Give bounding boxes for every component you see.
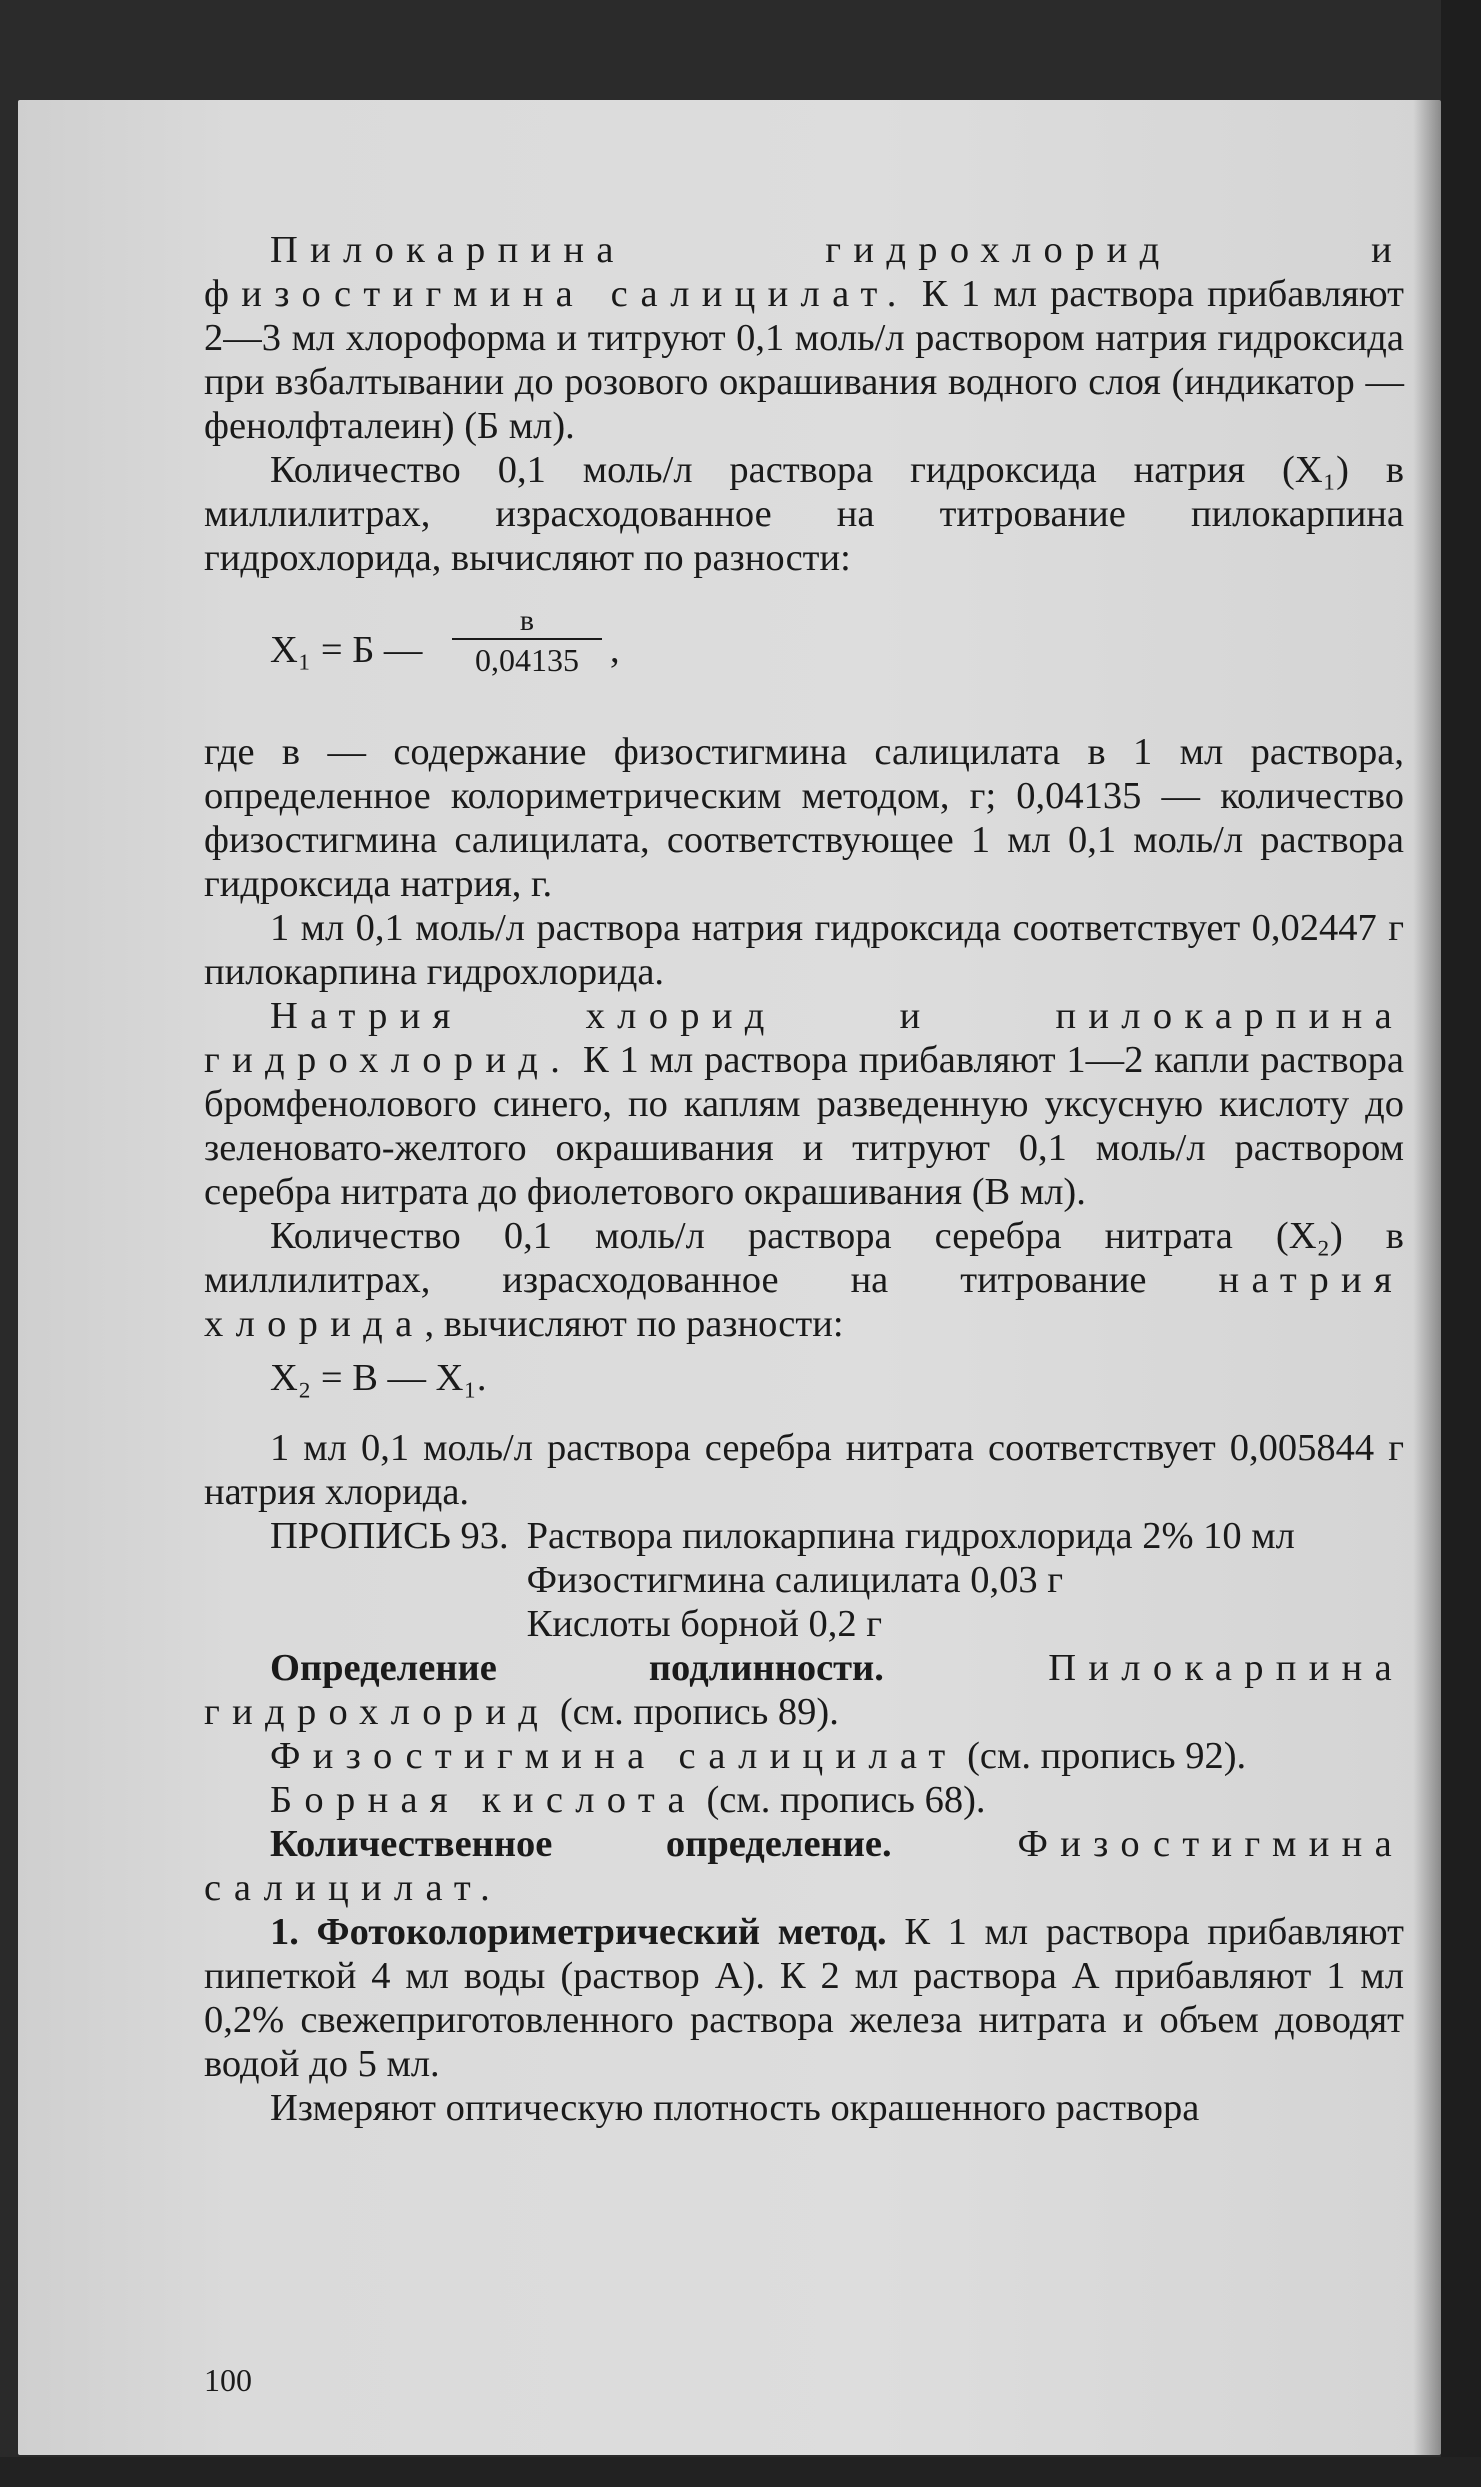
formula-x1: X₁ = Б — в 0,04135 , <box>270 604 620 678</box>
paragraph-physostigmine-ref: Физостигмина салицилат (см. пропись 92). <box>270 1735 1247 1777</box>
paragraph-boric-acid-ref: Борная кислота (см. пропись 68). <box>270 1779 986 1821</box>
paragraph-assay: Количественное определение. Физостигмина салицилат. <box>204 1823 1404 1909</box>
paragraph-equivalent-nacl: 1 мл 0,1 моль/л раствора серебра нитрата соответствует 0,005844 г натрия хлорида. <box>204 1427 1404 1513</box>
paragraph-pilocarpine-physostigmine: Пилокарпина гидрохлорид и физостигмина салицилат. К 1 мл раствора прибавляют 2—3 мл хлороформа и титруют 0,1 моль/л раствором натрия гидроксида при взбалтывании до розового окрашивания водного слоя (индикатор — фенолфталеин) (Б мл). <box>204 229 1404 447</box>
paragraph-identification: Определение подлинности. Пилокарпина гидрохлорид (см. пропись 89). <box>204 1647 1404 1733</box>
paragraph-nacl-pilocarpine: Натрия хлорид и пилокарпина гидрохлорид. К 1 мл раствора прибавляют 1—2 капли раствора бромфенолового синего, по каплям разведенную уксусную кислоту до зеленовато-желтого окрашивания и титруют 0,1 моль/л раствором серебра нитрата до фиолетового окрашивания (В мл). <box>204 995 1404 1213</box>
recipe-item: Физостигмина салицилата 0,03 г <box>526 1559 1064 1601</box>
paragraph-photocolorimetric: 1. Фотоколориметрический метод. К 1 мл раствора прибавляют пипеткой 4 мл воды (раствор А). К 2 мл раствора А прибавляют 1 мл 0,2% свежеприготовленного раствора железа нитрата и объем доводят водой до 5 мл. <box>204 1911 1404 2085</box>
section-title: Пилокарпина гидрохлорид и физостигмина салицилат. <box>204 229 1404 315</box>
formula-x2: X₂ = В — X₁. <box>270 1357 487 1399</box>
paragraph-naoh-amount: Количество 0,1 моль/л раствора гидроксида натрия (X₁) в миллилитрах, израсходованное на титрование пилокарпина гидрохлорида, вычисляют по разности: <box>204 449 1404 579</box>
recipe-block <box>204 1514 1404 1646</box>
recipe-items <box>509 1514 1404 1646</box>
recipe-label: ПРОПИСЬ 93. <box>270 1515 509 1557</box>
paragraph-optical-density: Измеряют оптическую плотность окрашенного раствора <box>270 2087 1200 2129</box>
formula-fraction: в 0,04135 <box>452 604 602 680</box>
paragraph-equivalent-pilocarpine: 1 мл 0,1 моль/л раствора натрия гидроксида соответствует 0,02447 г пилокарпина гидрохлорида. <box>204 907 1404 993</box>
paragraph-silver-nitrate-amount: Количество 0,1 моль/л раствора серебра нитрата (X₂) в миллилитрах, израсходованное на титрование натрия хлорида, вычисляют по разности: <box>204 1215 1404 1345</box>
page-number: 100 <box>204 2362 252 2398</box>
book-page <box>18 100 1441 2455</box>
scan-bottom-border <box>0 2457 1481 2487</box>
scan-right-border <box>1441 0 1481 2487</box>
recipe-item: Кислоты борной 0,2 г <box>526 1603 882 1645</box>
section-title: Натрия хлорид и пилокарпина гидрохлорид. <box>204 995 1404 1081</box>
page-text <box>204 228 1404 2130</box>
paragraph-where: где в — содержание физостигмина салицилата в 1 мл раствора, определенное колориметрическим методом, г; 0,04135 — количество физостигмина салицилата, соответствующее 1 мл 0,1 моль/л раствора гидроксида натрия, г. <box>204 731 1404 905</box>
recipe-item: Раствора пилокарпина гидрохлорида 2% 10 мл <box>526 1515 1295 1557</box>
